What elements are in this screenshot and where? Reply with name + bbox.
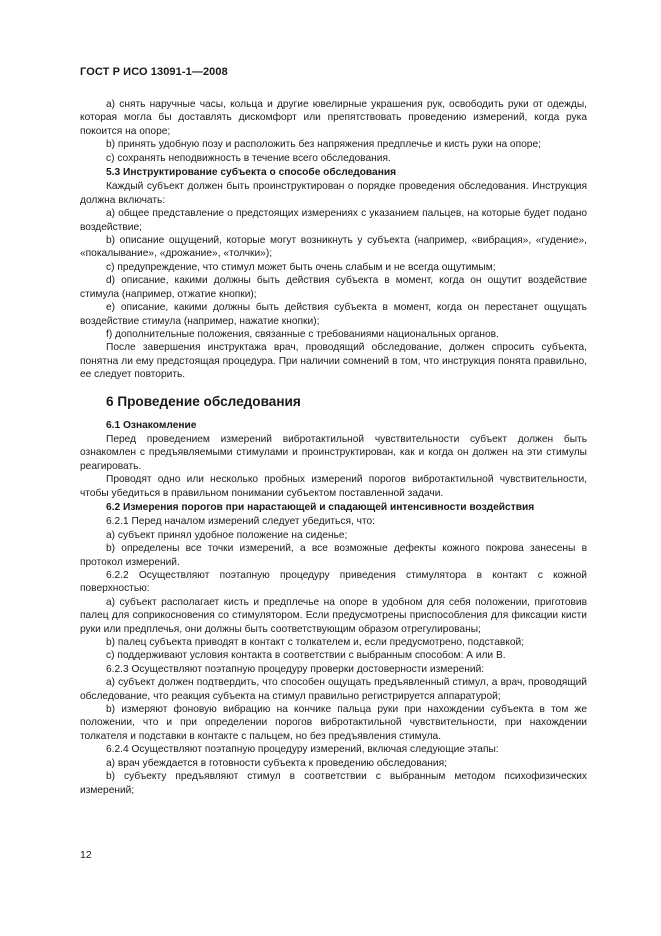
paragraph: b) описание ощущений, которые могут возникнуть у субъекта (например, «вибрация», «гудение», «покалывание», «дрожание», «толчки»); [80, 235, 587, 260]
section-heading-5-3: 5.3 Инструктирование субъекта о способе обследования [106, 167, 397, 179]
paragraph: b) субъекту предъявляют стимул в соответствии с выбранным методом психофизических измерений; [80, 771, 587, 796]
paragraph: а) субъект располагает кисть и предплечье на опоре в удобном для себя положении, приготовив палец для соприкосновения со стимулятором. Если предусмотрены приспособления для фиксации кисти руки или предплечья, они должны быть соответствующим образом отрегулированы; [80, 596, 587, 635]
paragraph: 6.2.1 Перед началом измерений следует убедиться, что: [106, 516, 375, 528]
paragraph: b) определены все точки измерений, а все возможные дефекты кожного покрова занесены в протокол измерений. [80, 543, 587, 568]
paragraph: а) врач убеждается в готовности субъекта к проведению обследования; [106, 757, 447, 769]
page-number: 12 [80, 849, 92, 861]
paragraph: а) субъект должен подтвердить, что способен ощущать предъявленный стимул, а врач, проводящий обследование, что реакция субъекта на стимул правильно регистрируется аппаратурой; [80, 677, 587, 702]
section-heading-6-1: 6.1 Ознакомление [106, 419, 197, 431]
document-body [80, 98, 587, 797]
paragraph: b) измеряют фоновую вибрацию на кончике пальца руки при нахождении субъекта в том же положении, что и при определении порогов вибротактильной чувствительности, при нахождении толкателя и подставки в контакте с пальцем, но без предъявления стимула. [80, 704, 587, 742]
paragraph: После завершения инструктажа врач, проводящий обследование, должен спросить субъекта, понятна ли ему предстоящая процедура. При наличии сомнений в том, что инструкция понята правильно, ее следует повторить. [80, 342, 587, 381]
chapter-heading-6: 6 Проведение обследования [106, 393, 301, 409]
paragraph: а) субъект принял удобное положение на сиденье; [106, 529, 348, 541]
paragraph: 6.2.3 Осуществляют поэтапную процедуру проверки достоверности измерений: [106, 663, 485, 675]
paragraph: b) палец субъекта приводят в контакт с толкателем и, если предусмотрено, подставкой; [106, 637, 525, 649]
paragraph: с) сохранять неподвижность в течение всего обследования. [106, 152, 391, 164]
paragraph: с) предупреждение, что стимул может быть очень слабым и не всегда ощутимым; [106, 261, 496, 273]
paragraph: f) дополнительные положения, связанные с требованиями национальных органов. [106, 328, 499, 340]
paragraph: d) описание, какими должны быть действия субъекта в момент, когда он ощутит воздействие стимула (например, отжатие кнопки); [80, 275, 587, 300]
paragraph: Каждый субъект должен быть проинструктирован о порядке проведения обследования. Инструкция должна включать: [80, 181, 587, 206]
section-heading-6-2: 6.2 Измерения порогов при нарастающей и спадающей интенсивности воздействия [106, 501, 535, 513]
paragraph: е) описание, какими должны быть действия субъекта в момент, когда он перестанет ощущать воздействие стимула (например, нажатие кнопки); [80, 302, 587, 327]
paragraph: а) снять наручные часы, кольца и другие ювелирные украшения рук, освободить руки от одежды, которая могла бы доставлять дискомфорт или препятствовать проведению измерений, когда рука покоится на опоре; [80, 99, 587, 137]
paragraph: 6.2.2 Осуществляют поэтапную процедуру приведения стимулятора в контакт с кожной поверхностью: [80, 570, 587, 595]
paragraph: Проводят одно или несколько пробных измерений порогов вибротактильной чувствительности, чтобы убедиться в правильном понимании субъектом поставленной задачи. [80, 474, 587, 499]
paragraph: Перед проведением измерений вибротактильной чувствительности субъект должен быть ознакомлен с предъявляемыми стимулами и проинструктирован, как и когда он должен на эти стимулы реагировать. [80, 433, 587, 472]
paragraph: а) общее представление о предстоящих измерениях с указанием пальцев, на которые будет подано воздействие; [80, 208, 587, 233]
paragraph: 6.2.4 Осуществляют поэтапную процедуру измерений, включая следующие этапы: [106, 744, 499, 756]
document-header: ГОСТ Р ИСО 13091-1—2008 [80, 66, 228, 78]
paragraph: с) поддерживают условия контакта в соответствии с выбранным способом: А или В. [106, 650, 506, 662]
paragraph: b) принять удобную позу и расположить без напряжения предплечье и кисть руки на опоре; [106, 139, 541, 151]
